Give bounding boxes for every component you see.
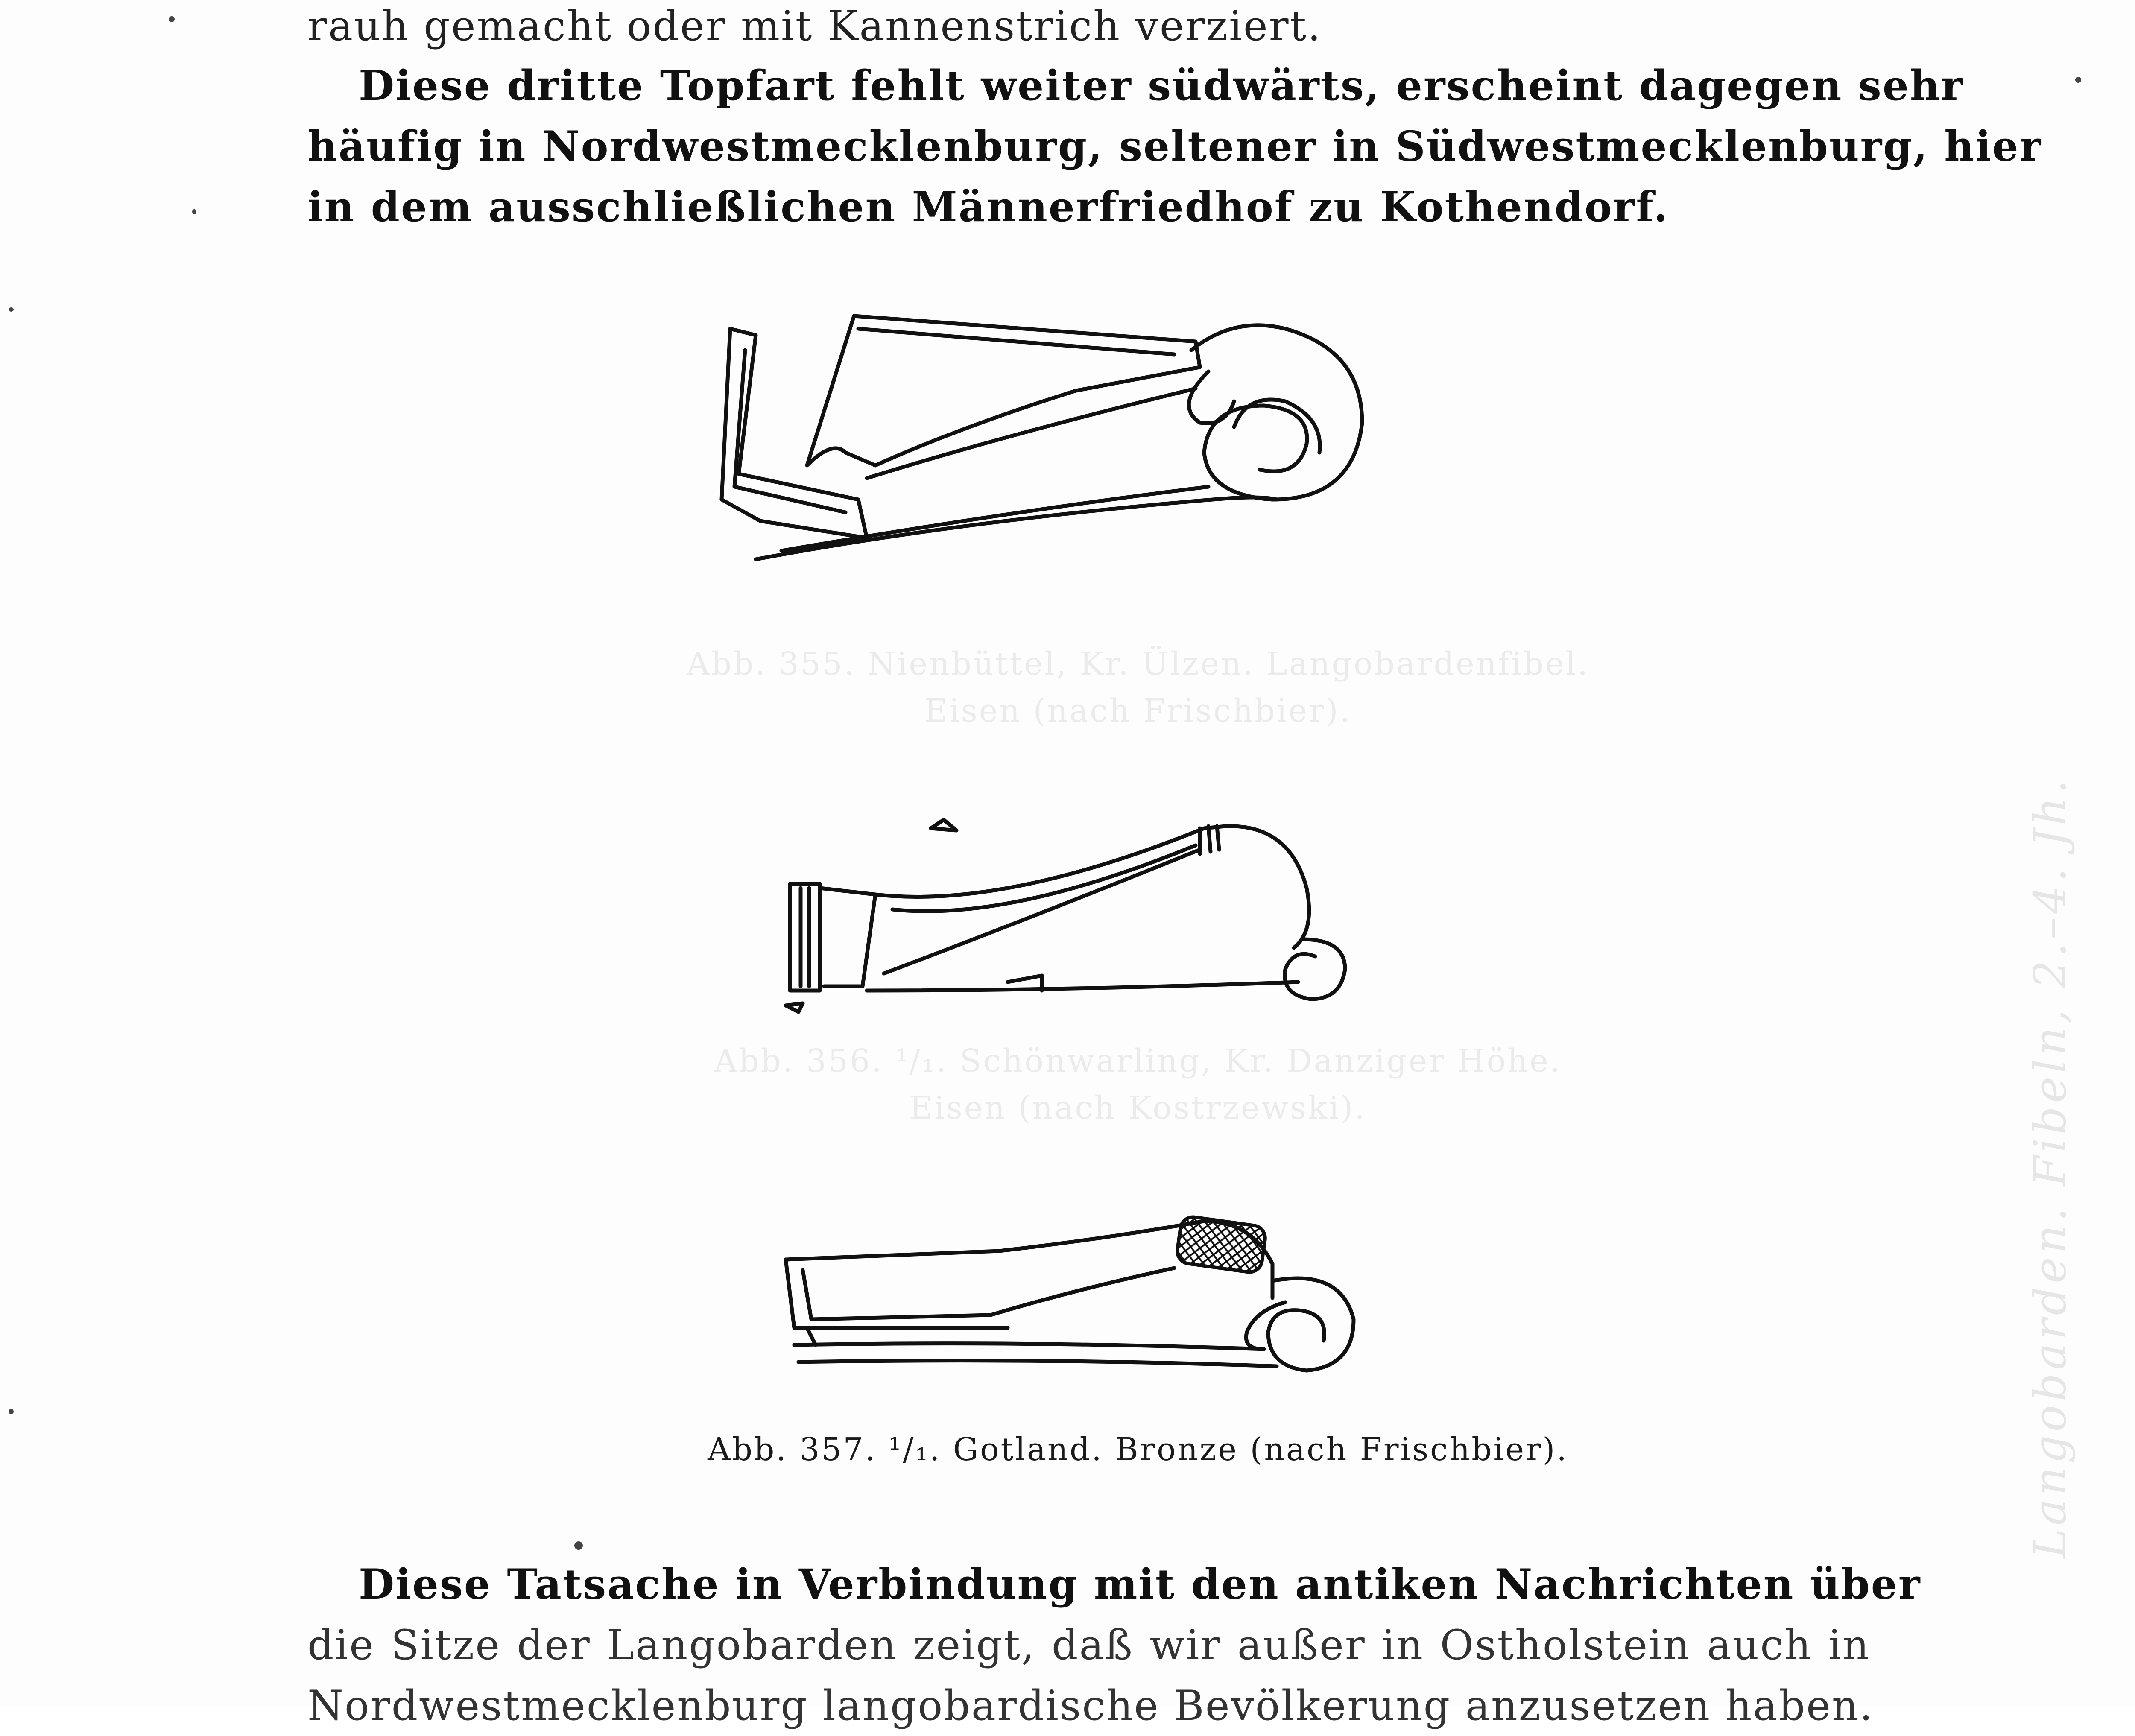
fibula-bow-inner: [892, 845, 1196, 911]
fibula-bow: [875, 826, 1309, 948]
speck: [574, 1541, 583, 1550]
speck: [2075, 77, 2081, 83]
fibula-hatched-collar: [1176, 1216, 1266, 1274]
fibula-foot-inner: [803, 1268, 1174, 1319]
fibula-fragment: [931, 820, 956, 830]
text-line: Diese Tatsache in Verbindung mit den antiken Nachrichten über: [359, 1560, 1922, 1608]
margin-handwriting: Langobarden. Fibeln, 2.–4. Jh.: [2024, 776, 2076, 1558]
fibula-foot-plate: [790, 884, 820, 991]
text-line: die Sitze der Langobarden zeigt, daß wir außer in Ostholstein auch in: [307, 1621, 1870, 1669]
caption-line: Eisen (nach Kostrzewski).: [910, 1090, 1366, 1126]
fibula-pin: [794, 1344, 1264, 1349]
fibula-bow: [807, 316, 1200, 465]
fibula-bow-lower: [867, 389, 1196, 478]
text-line: Nordwestmecklenburg langobardische Bevölkerung anzusetzen haben.: [307, 1682, 1874, 1730]
fibula-spring-hook: [1189, 371, 1234, 423]
text-line: Diese dritte Topfart fehlt weiter südwärts, erscheint dagegen sehr: [359, 61, 1964, 110]
fibula-bow-ridge: [858, 329, 1174, 354]
speck: [169, 16, 175, 22]
speck: [9, 307, 14, 312]
fibula-spring-ring: [1268, 1278, 1354, 1371]
top-line-paragraph: [307, 0, 1870, 56]
speck: [192, 209, 196, 214]
paragraph-topfart: [307, 56, 2043, 237]
caption-line: Eisen (nach Frischbier).: [924, 693, 1351, 729]
paragraph-tatsache: [307, 1554, 1922, 1736]
caption-fig357: Abb. 357. ¹/₁. Gotland. Bronze (nach Frischbier).: [708, 1431, 1568, 1468]
fibula-pin: [867, 982, 1298, 991]
caption-fig355: [384, 640, 1892, 734]
text-line: in dem ausschließlichen Männerfriedhof zu Kothendorf.: [307, 183, 1669, 231]
fibula-pin-edge: [807, 1328, 816, 1345]
fibula-figure-355: [705, 299, 1465, 598]
fibula-spring-inner: [1246, 1302, 1285, 1349]
caption-line: Abb. 356. ¹/₁. Schönwarling, Kr. Danziger Höhe.: [714, 1043, 1562, 1079]
fibula-figure-357: [769, 1204, 1388, 1400]
fibula-fragment: [786, 1003, 803, 1012]
fibula-foot-body: [820, 888, 875, 986]
fibula-pin-lower: [798, 1361, 1277, 1366]
caption-line: Abb. 355. Nienbüttel, Kr. Ülzen. Langobardenfibel.: [687, 646, 1589, 682]
fibula-spring-coil: [1191, 325, 1362, 500]
speck: [9, 1409, 14, 1414]
fibula-figure-356: [769, 803, 1388, 1025]
text-line: häufig in Nordwestmecklenburg, seltener in Südwestmecklenburg, hier: [307, 122, 2043, 170]
text-line: rauh gemacht oder mit Kannenstrich verziert.: [307, 2, 1322, 50]
caption-fig356: [384, 1038, 1892, 1131]
fibula-pin: [756, 497, 1277, 559]
